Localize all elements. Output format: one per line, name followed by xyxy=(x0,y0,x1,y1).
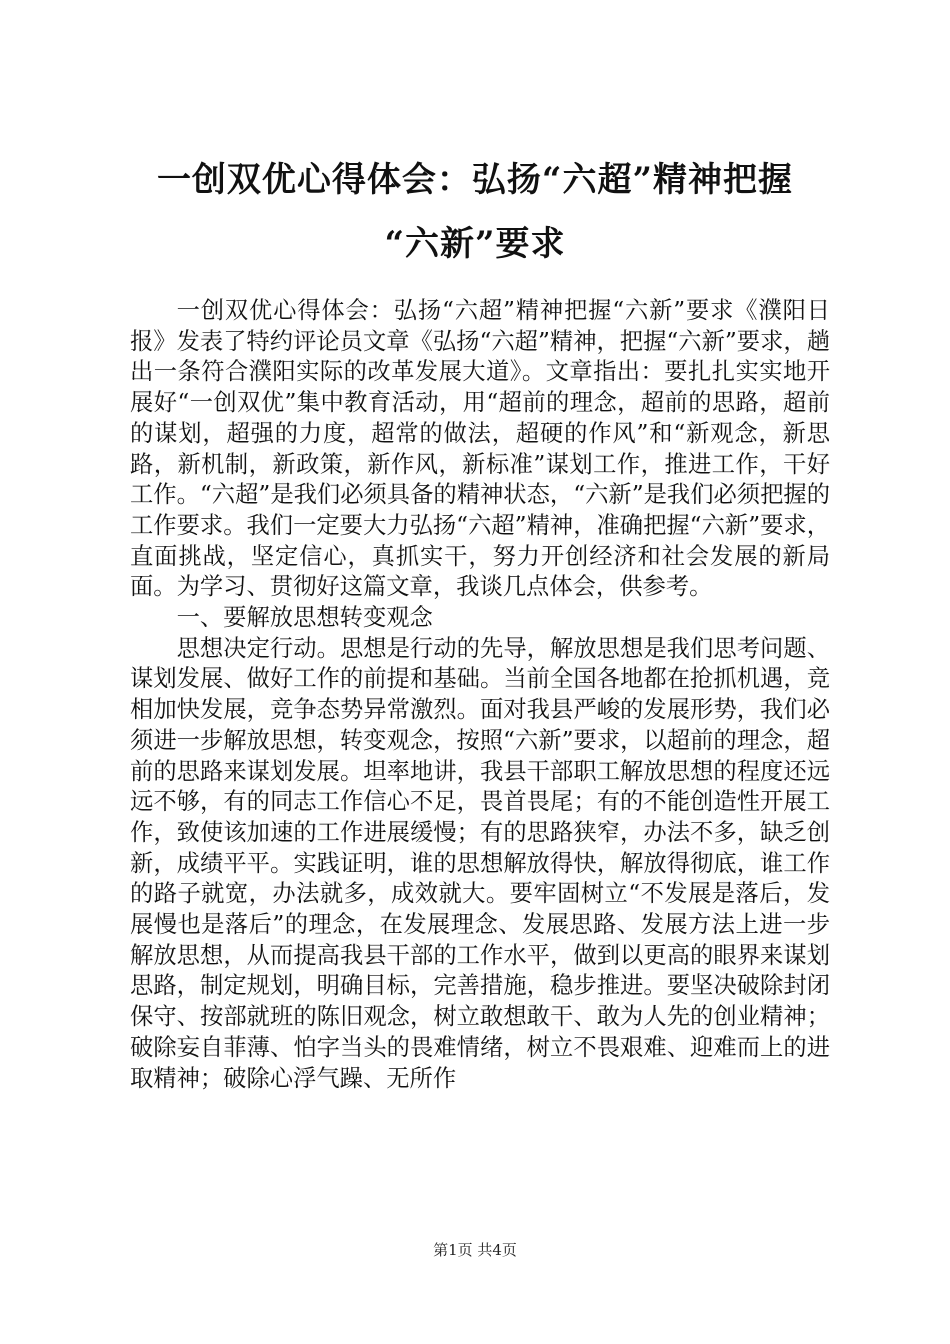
body-paragraph: 思想决定行动。思想是行动的先导，解放思想是我们思考问题、谋划发展、做好工作的前提和基础。当前全国各地都在抢抓机遇，竞相加快发展，竞争态势异常激烈。面对我县严峻的发展形势，我们必须进一步解放思想，转变观念，按照“六新”要求，以超前的理念，超前的思路来谋划发展。坦率地讲，我县干部职工解放思想的程度还远远不够，有的同志工作信心不足，畏首畏尾；有的不能创造性开展工作，致使该加速的工作进展缓慢；有的思路狭窄，办法不多，缺乏创新，成绩平平。实践证明，谁的思想解放得快，解放得彻底，谁工作的路子就宽，办法就多，成效就大。要牢固树立“不发展是落后，发展慢也是落后”的理念，在发展理念、发展思路、发展方法上进一步解放思想，从而提高我县干部的工作水平，做到以更高的眼界来谋划思路，制定规划，明确目标，完善措施，稳步推进。要坚决破除封闭保守、按部就班的陈旧观念，树立敢想敢干、敢为人先的创业精神；破除妄自菲薄、怕字当头的畏难情绪，树立不畏艰难、迎难而上的进取精神；破除心浮气躁、无所作 xyxy=(130,634,830,1092)
document-body xyxy=(130,296,830,1094)
page-footer: 第1页 共4页 xyxy=(433,1241,517,1259)
document-title-line-2: “六新”要求 xyxy=(384,224,566,264)
intro-paragraph: 一创双优心得体会：弘扬“六超”精神把握“六新”要求《濮阳日报》发表了特约评论员文章《弘扬“六超”精神，把握“六新”要求，趟出一条符合濮阳实际的改革发展大道》。文章指出：要扎扎实实地开展好“一创双优”集中教育活动，用“超前的理念，超前的思路，超前的谋划，超强的力度，超常的做法，超硬的作风”和“新观念，新思路，新机制，新政策，新作风，新标准”谋划工作，推进工作，干好工作。“六超”是我们必须具备的精神状态，“六新”是我们必须把握的工作要求。我们一定要大力弘扬“六超”精神，准确把握“六新”要求，直面挑战，坚定信心，真抓实干，努力开创经济和社会发展的新局面。为学习、贯彻好这篇文章，我谈几点体会，供参考。 xyxy=(130,297,830,601)
section-heading: 一、要解放思想转变观念 xyxy=(176,604,433,632)
document-title-line-1: 一创双优心得体会：弘扬“六超”精神把握 xyxy=(156,160,794,200)
